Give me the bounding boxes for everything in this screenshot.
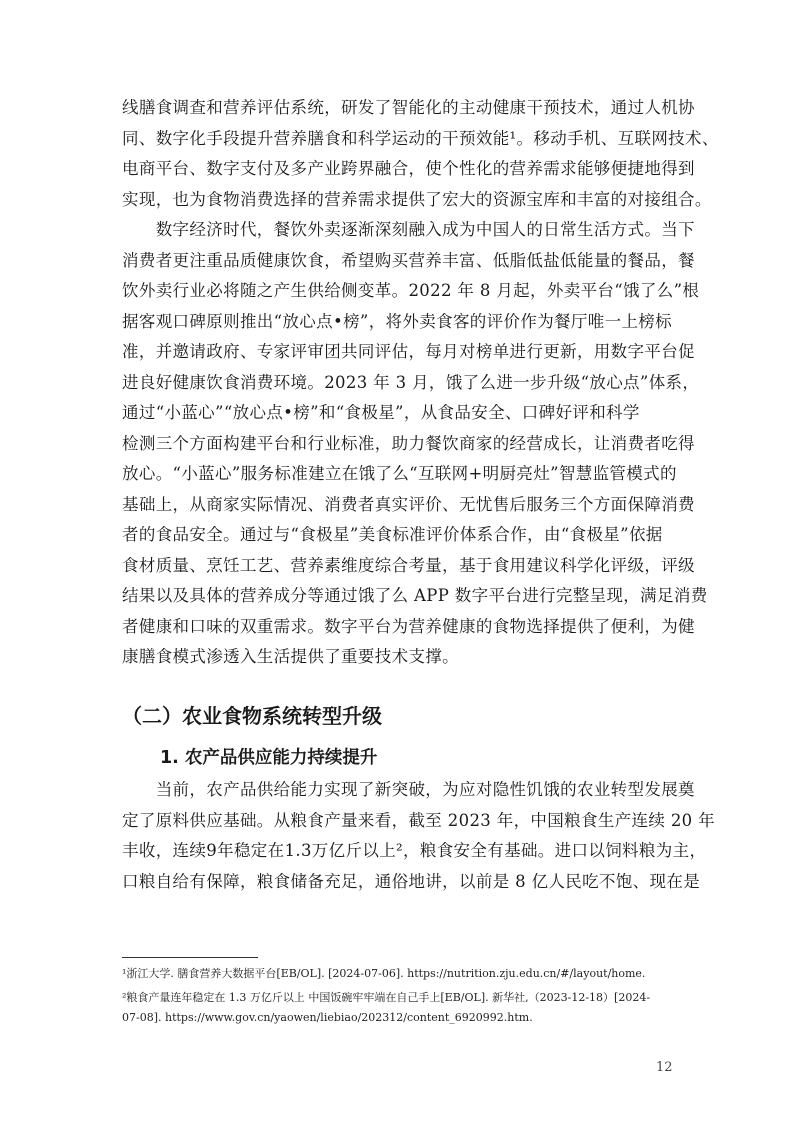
text-line: 实现，也为食物消费选择的营养需求提供了宏大的资源宝库和丰富的对接组合。: [122, 189, 712, 209]
subsection-heading: 1. 农产品供应能力持续提升: [160, 748, 378, 768]
text-line: 准，并邀请政府、专家评审团共同评估，每月对榜单进行更新，用数字平台促: [122, 342, 695, 361]
text-line: 食材质量、烹饪工艺、营养素维度综合考量，基于食用建议科学化评级，评级: [122, 555, 695, 575]
page-number: 12: [656, 1060, 673, 1075]
text-line: 放心。“小蓝心”服务标准建立在饿了么“互联网+明厨亮灶”智慧监管模式的: [122, 464, 677, 483]
text-line: 者的食品安全。通过与“食极星”美食标准评价体系合作，由“食极星”依据: [122, 525, 663, 544]
text-line: 定了原料供应基础。从粮食产量来看，截至 2023 年，中国粮食生产连续 20 年: [122, 810, 715, 830]
footnote-2-line-1: ²粮食产量连年稳定在 1.3 万亿斤以上 中国饭碗牢牢端在自己手上[EB/OL]. 新华社,（2023-12-18）[2024-: [122, 991, 651, 1004]
text-line: 者健康和口味的双重需求。数字平台为营养健康的食物选择提供了便利，为健: [122, 616, 695, 636]
text-line: 康膳食模式渗透入生活提供了重要技术支撑。: [122, 647, 459, 666]
text-line: 电商平台、数字支付及多产业跨界融合，使个性化的营养需求能够便捷地得到: [122, 159, 695, 178]
text-line: 通过“小蓝心”“放心点•榜”和“食极星”，从食品安全、口碑好评和科学: [122, 403, 640, 422]
section-heading: （二）农业食物系统转型升级: [122, 704, 382, 728]
text-line: 基础上，从商家实际情况、消费者真实评价、无忧售后服务三个方面保障消费: [122, 494, 695, 514]
text-line: 数字经济时代，餐饮外卖逐渐深刻融入成为中国人的日常生活方式。当下: [122, 220, 695, 239]
text-line: 消费者更注重品质健康饮食，希望购买营养丰富、低脂低盐低能量的餐品，餐: [122, 250, 695, 270]
text-line: 线膳食调查和营养评估系统，研发了智能化的主动健康干预技术，通过人机协: [122, 98, 695, 117]
text-line: 当前，农产品供给能力实现了新突破，为应对隐性饥饿的农业转型发展奠: [122, 780, 695, 799]
text-line: 饮外卖行业必将随之产生供给侧变革。2022 年 8 月起，外卖平台“饿了么”根: [122, 281, 700, 300]
footnote-1: ¹浙江大学. 膳食营养大数据平台[EB/OL]. [2024-07-06]. https://nutrition.zju.edu.cn/#/layout/home.: [122, 967, 646, 980]
footnote-divider: [122, 957, 258, 958]
text-line: 口粮自给有保障，粮食储备充足，通俗地讲，以前是 8 亿人民吃不饱、现在是: [122, 871, 701, 891]
text-line: 据客观口碑原则推出“放心点•榜”，将外卖食客的评价作为餐厅唯一上榜标: [122, 311, 673, 331]
text-line: 结果以及具体的营养成分等通过饿了么 APP 数字平台进行完整呈现，满足消费: [122, 586, 708, 605]
text-line: 检测三个方面构建平台和行业标准，助力餐饮商家的经营成长，让消费者吃得: [122, 433, 695, 453]
text-line: 同、数字化手段提升营养膳食和科学运动的干预效能¹。移动手机、互联网技术、: [122, 128, 719, 148]
footnote-2-line-2: 07-08]. https://www.gov.cn/yaowen/liebiao/202312/content_6920992.htm.: [122, 1011, 533, 1024]
text-line: 丰收，连续9年稳定在1.3万亿斤以上²，粮食安全有基础。进口以饲料粮为主，: [122, 841, 707, 860]
text-line: 进良好健康饮食消费环境。2023 年 3 月，饿了么进一步升级“放心点”体系，: [122, 372, 700, 392]
